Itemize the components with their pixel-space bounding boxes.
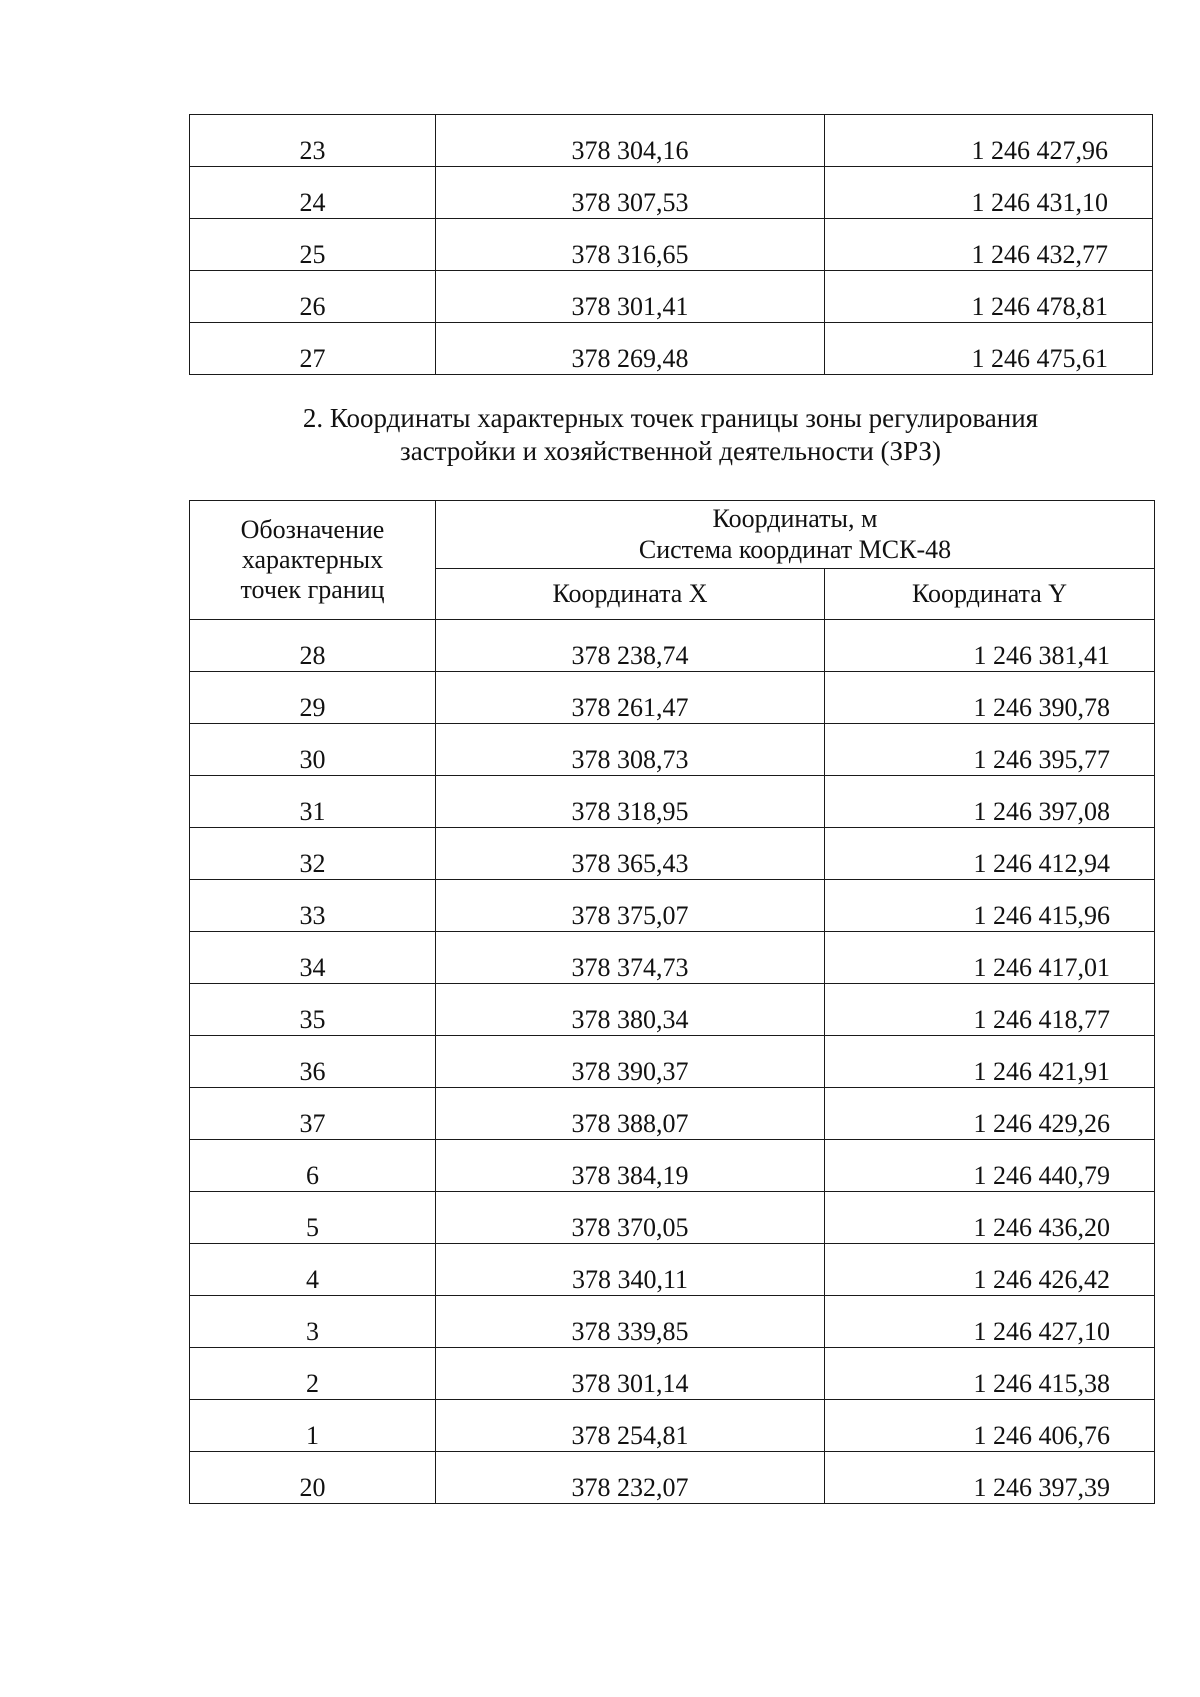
coordinate-x-cell: 378 304,16 (436, 115, 825, 167)
coordinate-y-cell: 1 246 427,10 (825, 1296, 1155, 1348)
table-row (190, 1192, 1155, 1244)
point-cell: 26 (190, 271, 436, 323)
table-row (190, 167, 1153, 219)
zrz-coordinates-table (189, 500, 1155, 1504)
table-row (190, 1452, 1155, 1504)
table-row (190, 880, 1155, 932)
coordinate-y-cell: 1 246 431,10 (825, 167, 1153, 219)
coordinate-x-cell: 378 254,81 (436, 1400, 825, 1452)
coordinate-y-cell: 1 246 475,61 (825, 323, 1153, 375)
coordinate-y-cell: 1 246 421,91 (825, 1036, 1155, 1088)
table-row (190, 1140, 1155, 1192)
coordinate-x-cell: 378 384,19 (436, 1140, 825, 1192)
caption-line-2: застройки и хозяйственной деятельности (ЗРЗ) (400, 436, 941, 466)
table-row (190, 620, 1155, 672)
coordinate-x-cell: 378 380,34 (436, 984, 825, 1036)
coordinate-y-cell: 1 246 412,94 (825, 828, 1155, 880)
section-caption (189, 402, 1152, 468)
header-coordinates-unit: Координаты, м (712, 504, 878, 534)
point-cell: 6 (190, 1140, 436, 1192)
coordinate-x-cell: 378 388,07 (436, 1088, 825, 1140)
table-row (190, 219, 1153, 271)
coordinate-x-cell: 378 261,47 (436, 672, 825, 724)
table-row (190, 1036, 1155, 1088)
coordinate-x-cell: 378 316,65 (436, 219, 825, 271)
coordinate-x-cell: 378 301,14 (436, 1348, 825, 1400)
coordinate-y-cell: 1 246 406,76 (825, 1400, 1155, 1452)
coordinate-x-cell: 378 301,41 (436, 271, 825, 323)
table2-header (190, 501, 1155, 620)
coordinate-y-cell: 1 246 417,01 (825, 932, 1155, 984)
coordinate-y-cell: 1 246 397,39 (825, 1452, 1155, 1504)
point-cell: 4 (190, 1244, 436, 1296)
point-cell: 20 (190, 1452, 436, 1504)
table-row (190, 776, 1155, 828)
coordinate-y-cell: 1 246 415,38 (825, 1348, 1155, 1400)
point-cell: 34 (190, 932, 436, 984)
coordinate-x-cell: 378 308,73 (436, 724, 825, 776)
table-row (190, 672, 1155, 724)
header-coordinate-system: Система координат МСК-48 (638, 535, 952, 565)
coordinate-y-cell: 1 246 381,41 (825, 620, 1155, 672)
point-cell: 24 (190, 167, 436, 219)
coordinate-y-cell: 1 246 397,08 (825, 776, 1155, 828)
coordinate-x-cell: 378 365,43 (436, 828, 825, 880)
point-cell: 33 (190, 880, 436, 932)
table-row (190, 323, 1153, 375)
table-row (190, 724, 1155, 776)
point-cell: 32 (190, 828, 436, 880)
coordinate-x-cell: 378 375,07 (436, 880, 825, 932)
table-row (190, 984, 1155, 1036)
table1-body (190, 115, 1153, 375)
header-coordinate-y: Координата Y (825, 568, 1155, 619)
coordinate-y-cell: 1 246 426,42 (825, 1244, 1155, 1296)
coordinate-y-cell: 1 246 478,81 (825, 271, 1153, 323)
table-row (190, 828, 1155, 880)
header-point-designation: Обозначение характерных точек границ (190, 501, 436, 620)
table-row (190, 1348, 1155, 1400)
point-cell: 28 (190, 620, 436, 672)
point-cell: 35 (190, 984, 436, 1036)
table2-body (190, 620, 1155, 1504)
point-cell: 36 (190, 1036, 436, 1088)
point-cell: 23 (190, 115, 436, 167)
coordinate-y-cell: 1 246 415,96 (825, 880, 1155, 932)
coordinate-y-cell: 1 246 436,20 (825, 1192, 1155, 1244)
coordinate-x-cell: 378 390,37 (436, 1036, 825, 1088)
table-row (190, 1296, 1155, 1348)
coordinate-y-cell: 1 246 390,78 (825, 672, 1155, 724)
header-coordinates (436, 501, 1155, 569)
caption-line-1: 2. Координаты характерных точек границы зоны регулирования (302, 403, 1039, 433)
header-coordinate-x: Координата X (436, 568, 825, 619)
coordinate-x-cell: 378 238,74 (436, 620, 825, 672)
table-row (190, 1400, 1155, 1452)
coordinates-table-continuation (189, 114, 1153, 375)
point-cell: 31 (190, 776, 436, 828)
point-cell: 25 (190, 219, 436, 271)
point-cell: 3 (190, 1296, 436, 1348)
table-row (190, 115, 1153, 167)
coordinate-y-cell: 1 246 395,77 (825, 724, 1155, 776)
coordinate-y-cell: 1 246 429,26 (825, 1088, 1155, 1140)
coordinate-x-cell: 378 318,95 (436, 776, 825, 828)
coordinate-y-cell: 1 246 418,77 (825, 984, 1155, 1036)
table-row (190, 932, 1155, 984)
coordinate-x-cell: 378 307,53 (436, 167, 825, 219)
coordinate-x-cell: 378 269,48 (436, 323, 825, 375)
point-cell: 5 (190, 1192, 436, 1244)
coordinate-x-cell: 378 339,85 (436, 1296, 825, 1348)
point-cell: 30 (190, 724, 436, 776)
table-row (190, 1088, 1155, 1140)
point-cell: 2 (190, 1348, 436, 1400)
table-row (190, 1244, 1155, 1296)
point-cell: 37 (190, 1088, 436, 1140)
coordinate-x-cell: 378 370,05 (436, 1192, 825, 1244)
coordinate-y-cell: 1 246 432,77 (825, 219, 1153, 271)
table-row (190, 271, 1153, 323)
point-cell: 29 (190, 672, 436, 724)
point-cell: 1 (190, 1400, 436, 1452)
coordinate-y-cell: 1 246 440,79 (825, 1140, 1155, 1192)
point-cell: 27 (190, 323, 436, 375)
coordinate-x-cell: 378 374,73 (436, 932, 825, 984)
coordinate-x-cell: 378 340,11 (436, 1244, 825, 1296)
coordinate-x-cell: 378 232,07 (436, 1452, 825, 1504)
coordinate-y-cell: 1 246 427,96 (825, 115, 1153, 167)
